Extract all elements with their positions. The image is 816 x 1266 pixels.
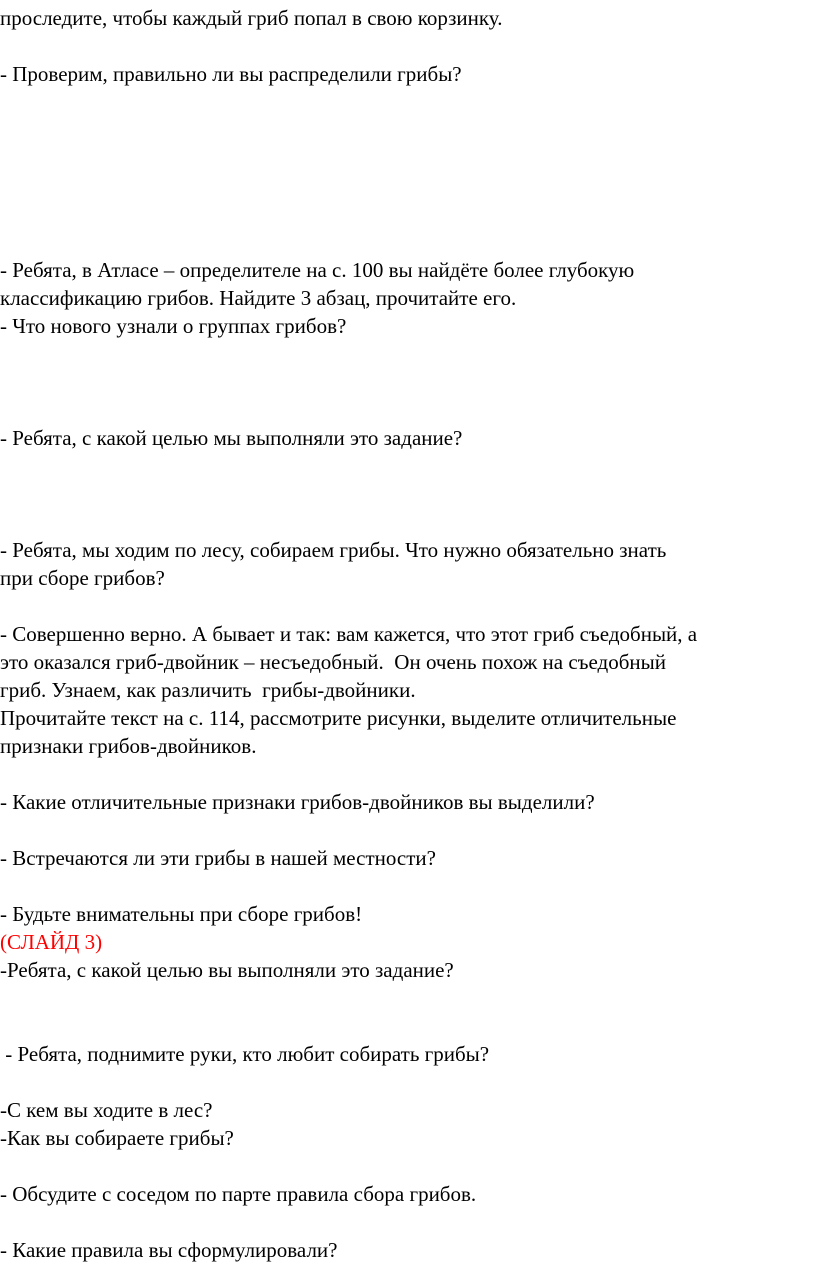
text-line: -Как вы собираете грибы? [0, 1126, 234, 1150]
text-line: -Ребята, с какой целью вы выполняли это задание? [0, 958, 454, 982]
slide-marker: (СЛАЙД 3) [0, 930, 103, 954]
text-line: проследите, чтобы каждый гриб попал в свою корзинку. [0, 6, 503, 30]
text-line: признаки грибов-двойников. [0, 734, 257, 758]
text-line: - Встречаются ли эти грибы в нашей местности? [0, 846, 436, 870]
text-line: -С кем вы ходите в лес? [0, 1098, 213, 1122]
text-line: - Ребята, поднимите руки, кто любит собирать грибы? [0, 1042, 490, 1066]
text-line: Прочитайте текст на с. 114, рассмотрите рисунки, выделите отличительные [0, 706, 677, 730]
text-line: - Совершенно верно. А бывает и так: вам кажется, что этот гриб съедобный, а [0, 622, 698, 646]
text-line: - Ребята, в Атласе – определителе на с. 100 вы найдёте более глубокую [0, 258, 635, 282]
text-line: гриб. Узнаем, как различить грибы-двойники. [0, 678, 416, 702]
text-line: - Что нового узнали о группах грибов? [0, 314, 347, 338]
text-line: - Будьте внимательны при сборе грибов! [0, 902, 363, 926]
text-line: - Проверим, правильно ли вы распределили грибы? [0, 62, 462, 86]
text-line: - Ребята, с какой целью мы выполняли это задание? [0, 426, 463, 450]
text-line: - Обсудите с соседом по парте правила сбора грибов. [0, 1182, 477, 1206]
text-line: при сборе грибов? [0, 566, 165, 590]
text-line: классификацию грибов. Найдите 3 абзац, прочитайте его. [0, 286, 517, 310]
text-line: - Какие правила вы сформулировали? [0, 1238, 338, 1262]
text-line: это оказался гриб-двойник – несъедобный. Он очень похож на съедобный [0, 650, 666, 674]
text-line: - Какие отличительные признаки грибов-двойников вы выделили? [0, 790, 595, 814]
text-line: - Ребята, мы ходим по лесу, собираем грибы. Что нужно обязательно знать [0, 538, 667, 562]
